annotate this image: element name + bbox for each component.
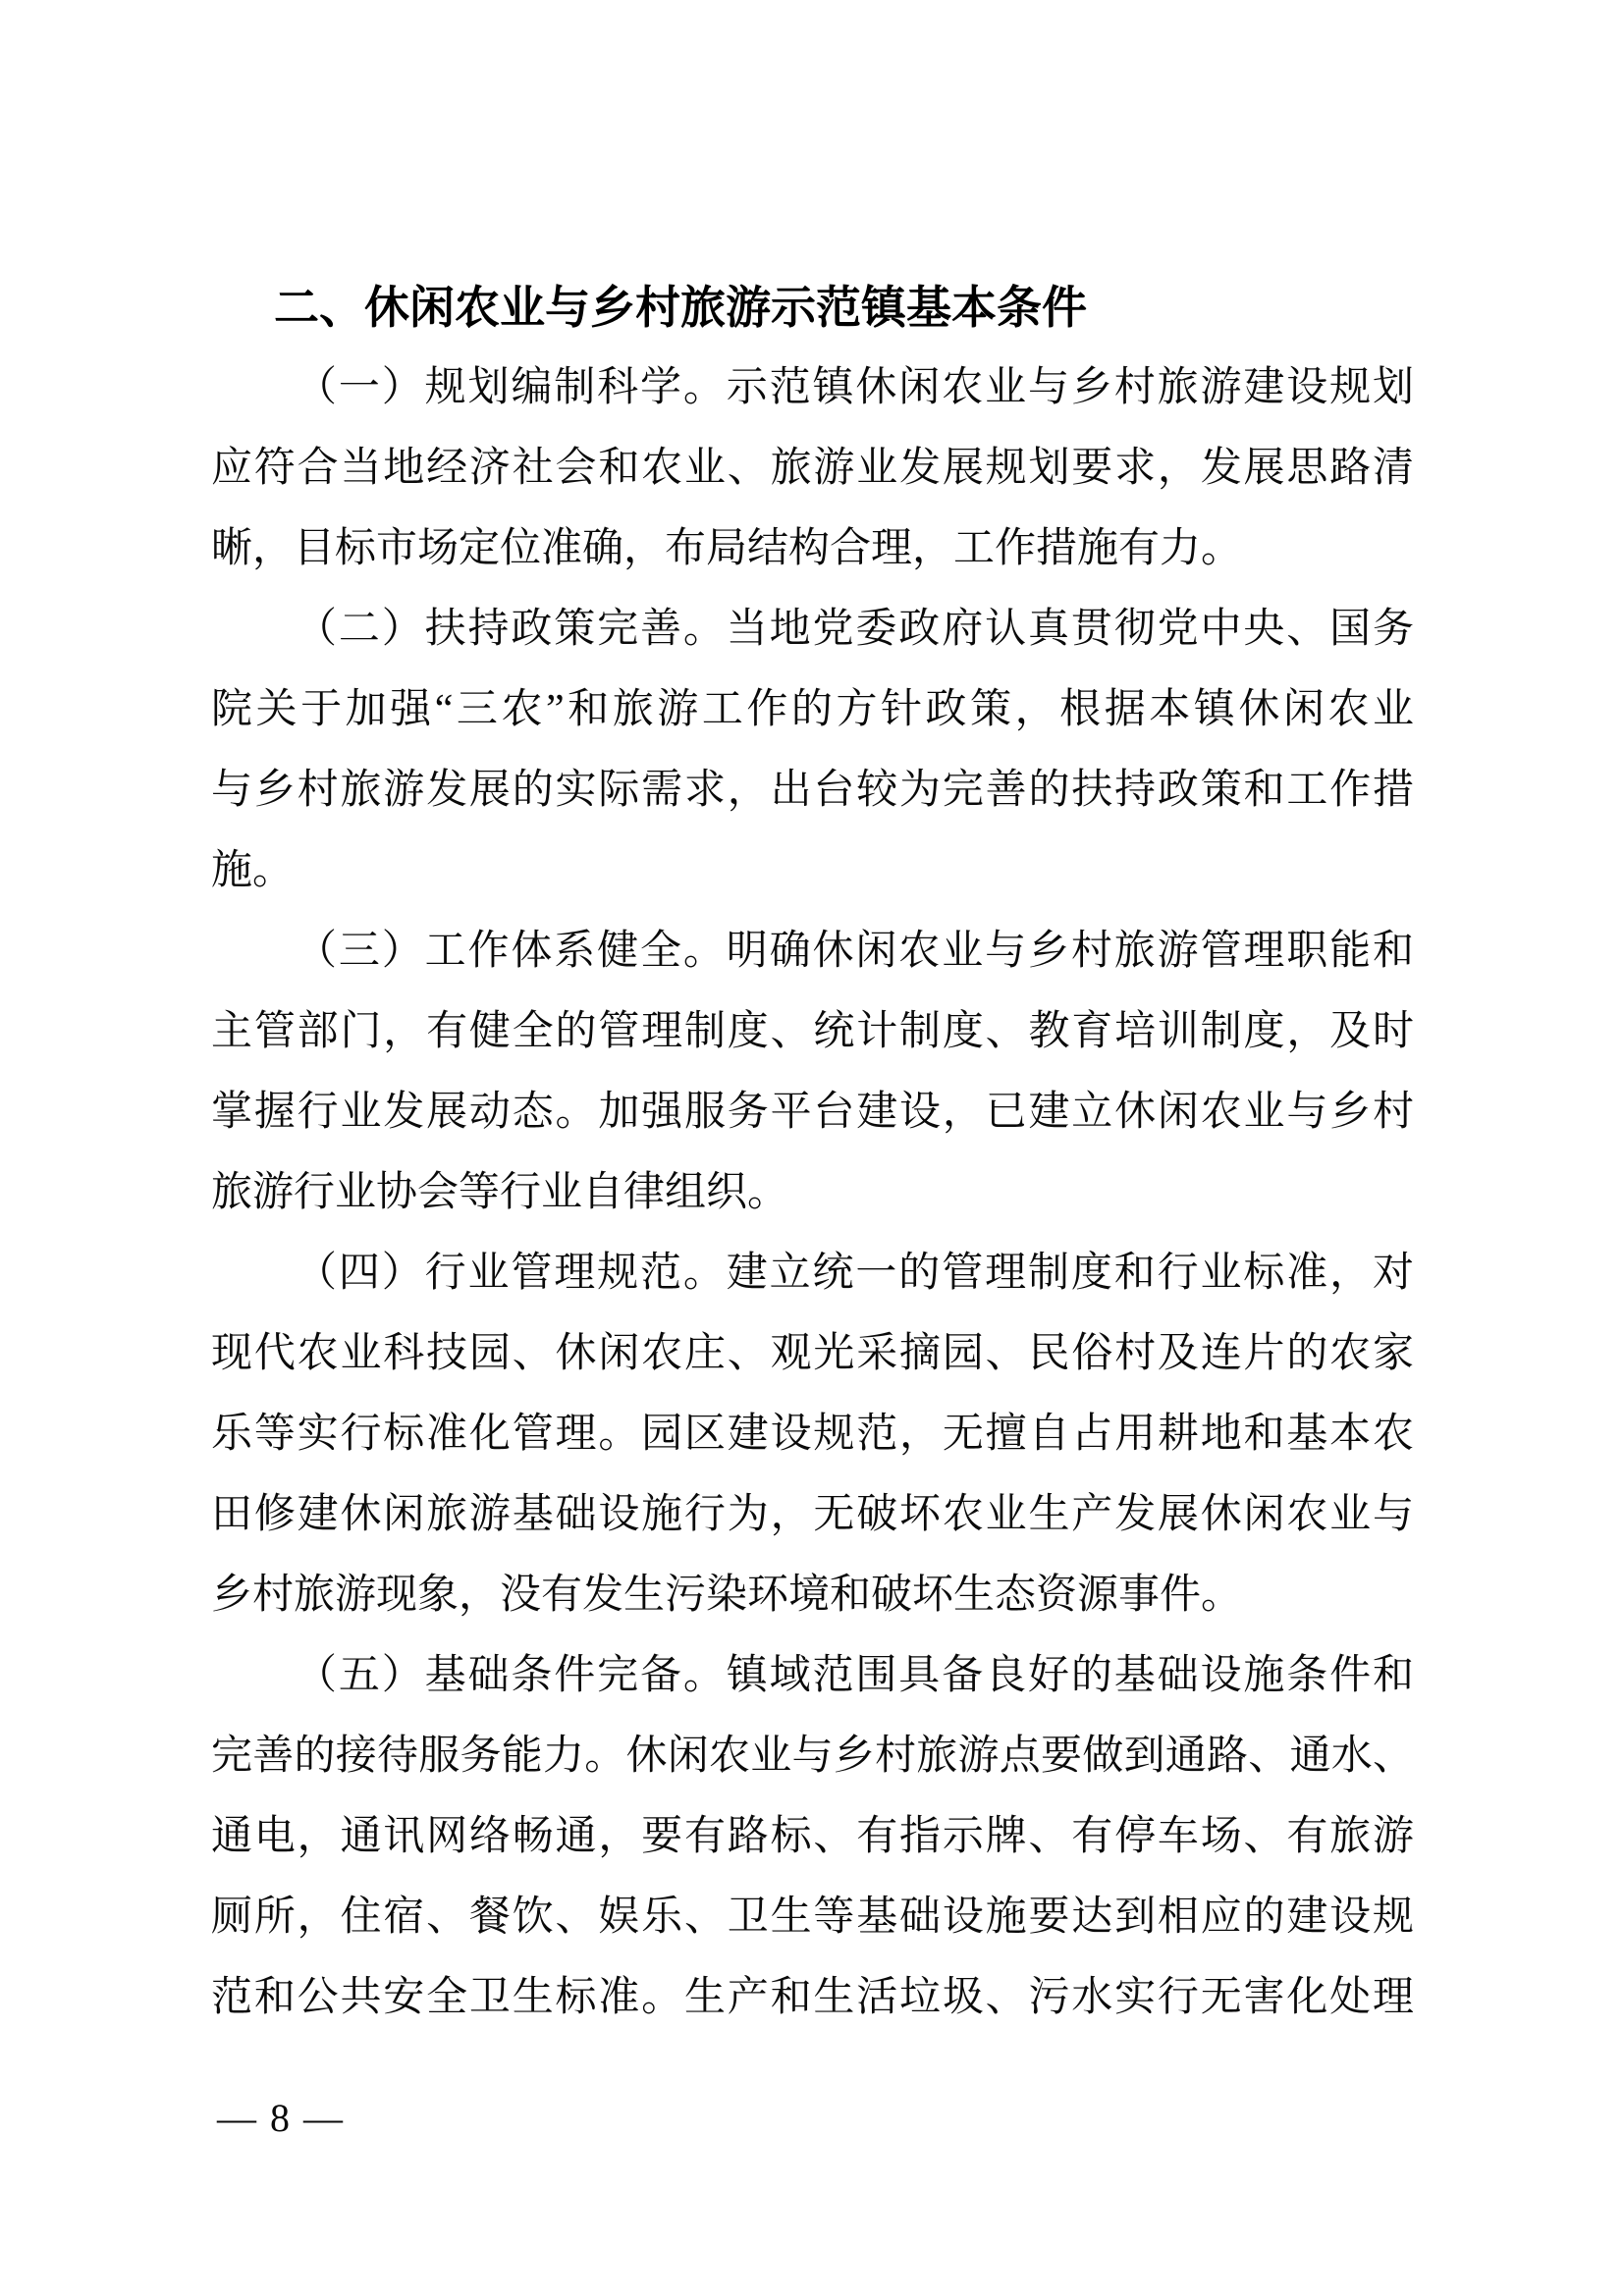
paragraph-5-line-2: 完善的接待服务能力。休闲农业与乡村旅游点要做到通路、通水、 — [211, 1734, 1414, 1779]
paragraph-4-line-1: （四）行业管理规范。建立统一的管理制度和行业标准，对 — [296, 1251, 1414, 1296]
paragraph-3-line-2: 主管部门，有健全的管理制度、统计制度、教育培训制度，及时 — [211, 1009, 1414, 1054]
paragraph-4-line-4: 田修建休闲旅游基础设施行为，无破坏农业生产发展休闲农业与 — [211, 1492, 1414, 1537]
paragraph-4-line-2: 现代农业科技园、休闲农庄、观光采摘园、民俗村及连片的农家 — [211, 1331, 1414, 1376]
paragraph-5-line-4: 厕所，住宿、餐饮、娱乐、卫生等基础设施要达到相应的建设规 — [211, 1895, 1414, 1940]
paragraph-5-line-5: 范和公共安全卫生标准。生产和生活垃圾、污水实行无害化处理 — [211, 1975, 1414, 2020]
paragraph-1-line-2: 应符合当地经济社会和农业、旅游业发展规划要求，发展思路清 — [211, 446, 1414, 491]
paragraph-3-line-4: 旅游行业协会等行业自律组织。 — [211, 1170, 789, 1215]
paragraph-2-line-4: 施。 — [211, 848, 295, 893]
paragraph-2-line-2: 院关于加强“三农”和旅游工作的方针政策，根据本镇休闲农业 — [211, 687, 1414, 732]
paragraph-3-line-1: （三）工作体系健全。明确休闲农业与乡村旅游管理职能和 — [296, 929, 1414, 974]
paragraph-5-line-3: 通电，通讯网络畅通，要有路标、有指示牌、有停车场、有旅游 — [211, 1814, 1414, 1859]
document-body — [211, 267, 1414, 2038]
paragraph-5-line-1: （五）基础条件完备。镇域范围具备良好的基础设施条件和 — [296, 1653, 1414, 1698]
paragraph-2-line-1: （二）扶持政策完善。当地党委政府认真贯彻党中央、国务 — [296, 607, 1414, 652]
paragraph-2-line-3: 与乡村旅游发展的实际需求，出台较为完善的扶持政策和工作措 — [211, 768, 1414, 813]
paragraph-1-line-1: （一）规划编制科学。示范镇休闲农业与乡村旅游建设规划 — [296, 365, 1414, 410]
section-heading: 二、休闲农业与乡村旅游示范镇基本条件 — [274, 282, 1087, 333]
paragraph-4-line-5: 乡村旅游现象，没有发生污染环境和破坏生态资源事件。 — [211, 1573, 1243, 1618]
page-number: — 8 — — [217, 2096, 345, 2140]
paragraph-3-line-3: 掌握行业发展动态。加强服务平台建设，已建立休闲农业与乡村 — [211, 1090, 1414, 1135]
paragraph-4-line-3: 乐等实行标准化管理。园区建设规范，无擅自占用耕地和基本农 — [211, 1412, 1414, 1457]
paragraph-1-line-3: 晰，目标市场定位准确，布局结构合理，工作措施有力。 — [211, 526, 1243, 571]
